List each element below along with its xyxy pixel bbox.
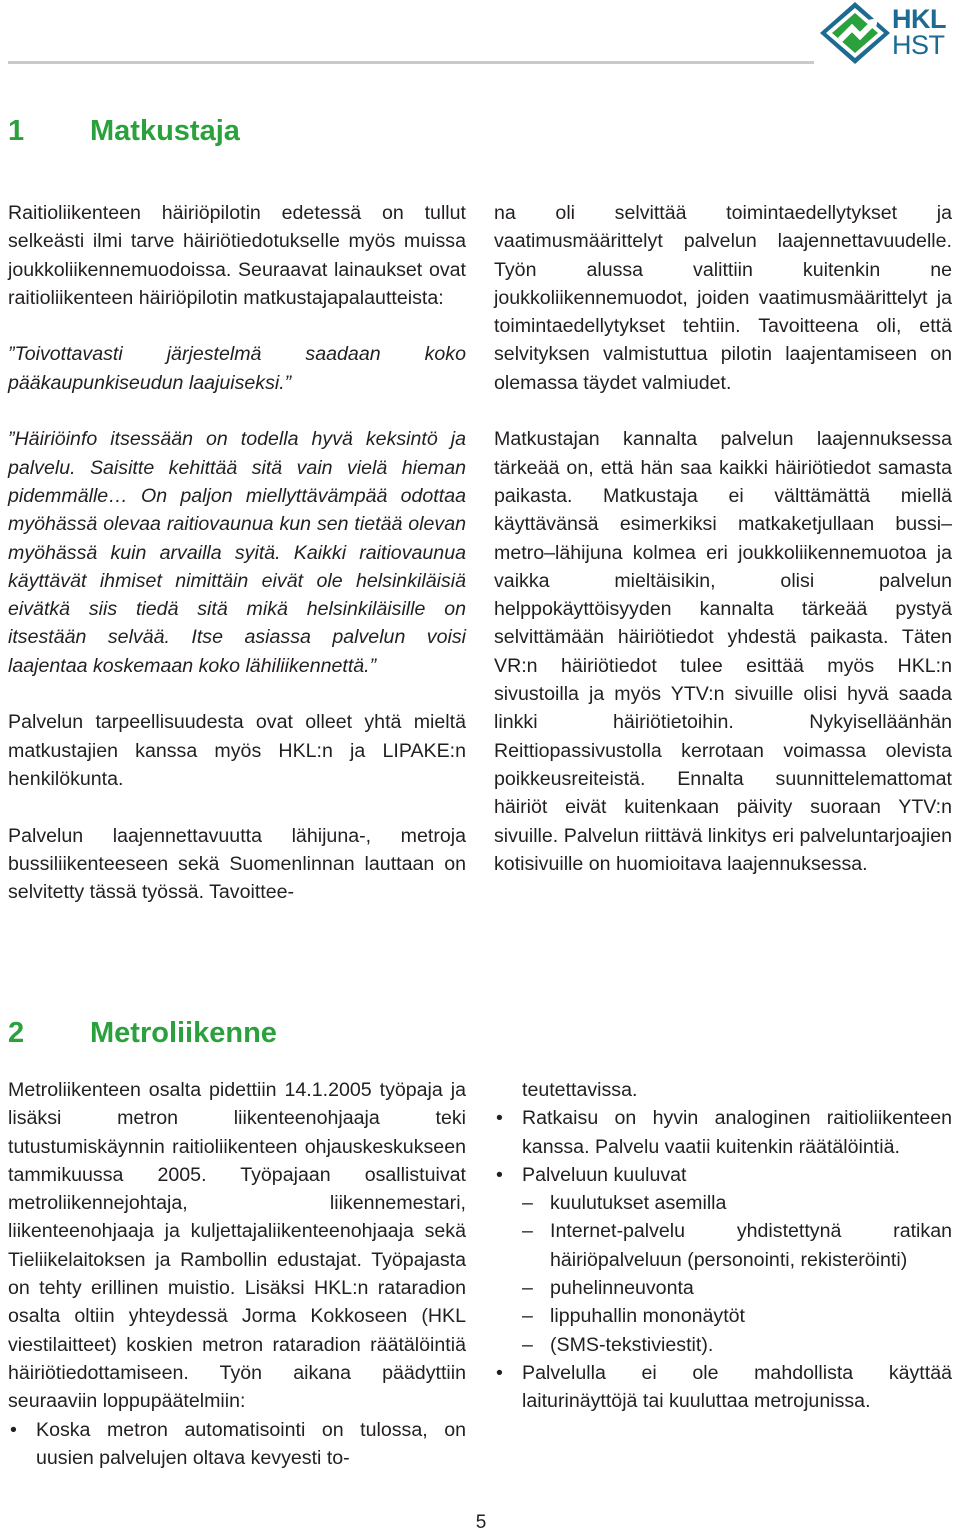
conclusions-list-continued [494, 1104, 952, 1415]
intro-paragraph: Raitioliikenteen häiriöpilotin edetessä on tullut selkeästi ilmi tarve häiriötiedotukselle myös muissa joukkoliikennemuodoissa. Seuraavat lainaukset ovat raitioliikenteen häiriöpilotin matkustajapalautteista: [8, 202, 466, 309]
section-1-number: 1 [8, 115, 25, 147]
list-item: • Ratkaisu on hyvin analoginen raitioliikenteen kanssa. Palvelu vaatii kuitenkin räätälöintiä. [494, 1104, 952, 1161]
logo-mark-icon [820, 2, 890, 64]
list-item-text: Palveluun kuuluvat [522, 1163, 687, 1186]
sublist-item: – kuulutukset asemilla [522, 1189, 952, 1217]
section-2-heading [8, 1016, 277, 1050]
section-2-left-column [8, 1076, 466, 1472]
list-continuation: teutettavissa. [522, 1079, 638, 1101]
goal-paragraph: na oli selvittää toimintaedellytykset ja vaatimusmäärittelyt palvelun laajennettavuudelle. Työn alussa valittiin kuitenkin ne joukkoliikennemuodot, joiden vaatimusmäärittelyt ja toimintaedellytykset tehtiin. Tavoitteena oli, että selvityksen valmistuttua pilotin laajentamiseen on olemassa täydet valmiudet. [494, 202, 952, 394]
section-2-number: 2 [8, 1017, 25, 1049]
workshop-paragraph: Metroliikenteen osalta pidettiin 14.1.2005 työpaja ja lisäksi metron liikenteenohjaaja teki tutustumiskäynnin raitioliikenteen ohjauskeskukseen tammikuussa 2005. Työpajaan osallistuivat metroliikennejohtaja, liikennemestari, liikenteenohjaaja ja kuljettajaliikenteenohjaaja sekä Tieliikelaitoksen ja Rambollin edustajat. Työpajasta on tehty erillinen muistio. Lisäksi HKL:n rataradion osalta oltiin yhteydessä Jorma Kokkoseen (HKL viestilaitteet) koskien metron rataradion räätälöintiä häiriötiedottamiseen. Työn aikana päädyttiin seuraaviin loppupäätelmiin: [8, 1079, 466, 1413]
passenger-quote-1: ”Toivottavasti järjestelmä saadaan koko pääkaupunkiseudun laajuiseksi.” [8, 343, 466, 394]
conclusions-list [8, 1416, 466, 1473]
section-1-heading [8, 114, 240, 148]
sublist-item: – Internet-palvelu yhdistettynä ratikan häiriöpalveluun (personointi, rekisteröinti) [522, 1217, 952, 1274]
section-2-title: Metroliikenne [90, 1017, 277, 1049]
scope-paragraph: Palvelun laajennettavuutta lähijuna-, metroja bussiliikenteeseen sekä Suomenlinnan lauttaan on selvitetty tässä työssä. Tavoittee- [8, 824, 466, 904]
header-rule [8, 61, 814, 64]
passenger-view-paragraph: Matkustajan kannalta palvelun laajennuksessa tärkeää on, että hän saa kaikki häiriötiedot samasta paikasta. Matkustaja ei välttämättä miellä käyttävänsä esimerkiksi matkaketjullaan bussi–metro–lähijuna kolmea eri joukkoliikennemuotoa ja vaikka mieltäisikin, olisi palvelun helppokäyttöisyyden kannalta tärkeää pystyä selvittämään häiriötiedot yhdestä paikasta. Täten VR:n häiriötiedot tulee esittää myös HKL:n sivustoilla ja myös YTV:n sivuille olisi hyvä saada linkki häiriötietoihin. Nykyiselläänhän Reittiopassivustolla kerrotaan voimassa olevista poikkeusreiteistä. Ennalta suunnittelemattomat häiriöt eivät kuitenkaan päivity suoraan YTV:n sivuille. Palvelun riittävä linkitys eri palveluntarjoajien kotisivuille on huomioitava laajennuksessa. [494, 428, 952, 875]
list-item: • Palvelulla ei ole mahdollista käyttää laiturinäyttöjä tai kuuluttaa metrojunissa. [494, 1359, 952, 1416]
logo-text-hst: HST [892, 30, 945, 60]
sublist-item: – (SMS-tekstiviestit). [522, 1331, 952, 1359]
staff-opinion-paragraph: Palvelun tarpeellisuudesta ovat olleet yhtä mieltä matkustajien kanssa myös HKL:n ja LIPAKE:n henkilökunta. [8, 711, 466, 790]
logo-text-hkl: HKL [892, 4, 946, 34]
page-number: 5 [475, 1512, 487, 1533]
sublist-item: – lippuhallin mononäytöt [522, 1302, 952, 1330]
passenger-quote-2: ”Häiriöinfo itsessään on todella hyvä keksintö ja palvelu. Saisitte kehittää sitä vain vielä hieman pidemmälle… On paljon miellyttävämpää odottaa myöhässä olevaa raitiovaunua kun sen tietää olevan myöhässä kuin arvailla syitä. Kaikki raitiovaunua käyttävät ihmiset nimittäin eivät ole helsinkiläisiä eivätkä siis tiedä sitä mikä helsinkiläisille on itsestään selvää. Itse asiassa palvelun voisi laajentaa koskemaan koko lähiliikennettä.” [8, 428, 466, 677]
section-1-title: Matkustaja [90, 115, 240, 147]
section-2-right-column [494, 1076, 952, 1416]
section-1-left-column [8, 199, 466, 906]
list-item: • Koska metron automatisointi on tulossa, on uusien palvelujen oltava kevyesti to- [8, 1416, 466, 1473]
list-item [494, 1161, 952, 1359]
service-sublist [522, 1189, 952, 1359]
hkl-hst-logo [820, 2, 960, 64]
sublist-item: – puhelinneuvonta [522, 1274, 952, 1302]
section-1-right-column [494, 199, 952, 878]
